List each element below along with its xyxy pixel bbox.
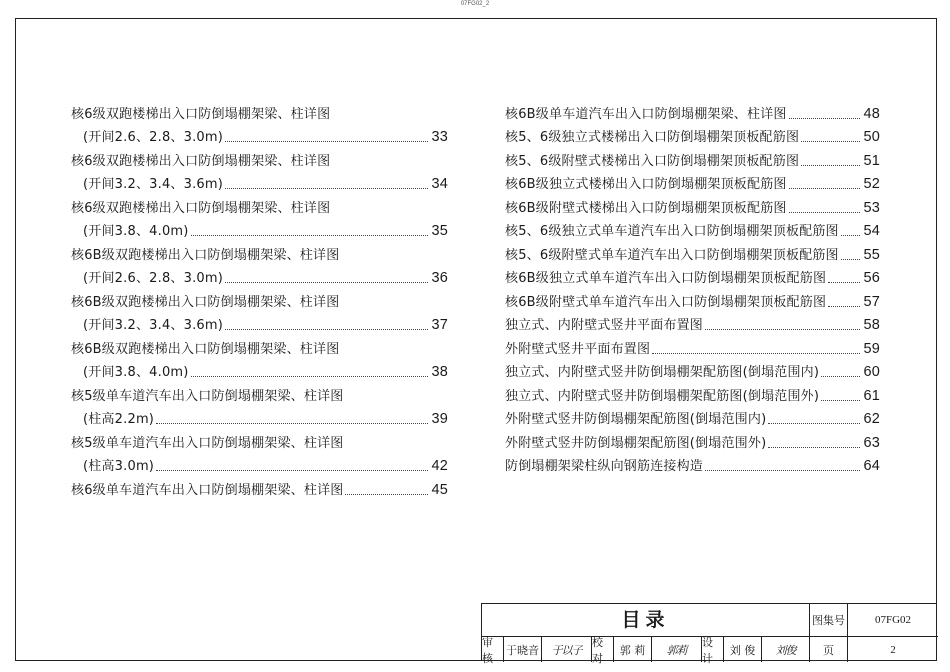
toc-page-number: 57 (863, 293, 880, 310)
dot-leader (768, 423, 860, 424)
toc-entry-title: 核5级单车道汽车出入口防倒塌棚架梁、柱详图 (71, 435, 344, 451)
designer-name: 刘 俊 (724, 637, 762, 662)
toc-page-number: 53 (863, 199, 880, 216)
toc-entry (71, 452, 448, 476)
toc-entry-title: 核5、6级独立式单车道汽车出入口防倒塌棚架顶板配筋图 (505, 224, 839, 239)
toc-entry-title: 核5、6级附壁式楼梯出入口防倒塌棚架顶板配筋图 (505, 153, 800, 169)
dot-leader (789, 118, 860, 119)
toc-page-number: 42 (431, 458, 448, 474)
toc-page-number: 55 (863, 246, 880, 263)
toc-page-number: 36 (431, 270, 448, 286)
toc-page-number: 63 (863, 434, 880, 451)
dot-leader (705, 470, 860, 471)
toc-entry-title: (开间3.2、3.4、3.6m) (83, 318, 224, 333)
toc-page-number: 64 (863, 458, 880, 474)
toc-entry-title: (开间3.8、4.0m) (83, 224, 189, 239)
dot-leader (156, 423, 428, 424)
toc-entry (71, 264, 448, 288)
toc-page-number: 39 (431, 411, 448, 427)
toc-entry (505, 334, 880, 358)
dot-leader (345, 494, 428, 495)
toc-entry (505, 311, 880, 335)
page-number: 2 (890, 643, 896, 656)
dot-leader (789, 212, 860, 213)
header-code: 07FG02_2 (460, 1, 490, 7)
toc-entry-title: 核6级双跑楼梯出入口防倒塌棚架梁、柱详图 (71, 200, 331, 216)
toc-entry (71, 358, 448, 382)
toc-entry (505, 452, 880, 476)
dot-leader (225, 141, 428, 142)
toc-entry (71, 405, 448, 429)
reviewer-signature: 于以子 (542, 637, 592, 662)
toc-page-number: 54 (863, 223, 880, 239)
signature-row (482, 635, 938, 665)
dot-leader (801, 165, 860, 166)
toc-entry (71, 170, 448, 194)
dot-leader (828, 282, 860, 283)
reviewer-name: 于晓音 (504, 637, 542, 662)
toc-entry (71, 428, 448, 452)
toc-entry-title: (开间2.6、2.8、3.0m) (83, 271, 224, 286)
dot-leader (768, 447, 860, 448)
dot-leader (225, 329, 428, 330)
toc-entry-title: 防倒塌棚架梁柱纵向钢筋连接构造 (505, 459, 704, 474)
toc-entry (71, 381, 448, 405)
toc-entry (505, 99, 880, 123)
checker-name: 郭 莉 (614, 637, 652, 662)
toc-page-number: 58 (863, 317, 880, 333)
atlas-label: 图集号 (810, 604, 848, 637)
toc-entry-title: (开间3.8、4.0m) (83, 365, 189, 380)
toc-entry (71, 99, 448, 123)
toc-entry-title: 核6B级单车道汽车出入口防倒塌棚架梁、柱详图 (505, 106, 787, 122)
toc-entry (505, 428, 880, 452)
toc-entry-title: 核6级单车道汽车出入口防倒塌棚架梁、柱详图 (71, 482, 344, 498)
toc-entry-title: 核6B级附壁式楼梯出入口防倒塌棚架顶板配筋图 (505, 200, 787, 216)
toc-entry (71, 146, 448, 170)
toc-page-number: 51 (863, 152, 880, 169)
dot-leader (841, 259, 860, 260)
toc-left-column (71, 99, 448, 499)
toc-entry (71, 334, 448, 358)
toc-page-number: 59 (863, 340, 880, 357)
toc-entry-title: 独立式、内附壁式竖井防倒塌棚架配筋图(倒塌范围外) (505, 388, 820, 404)
toc-entry-title: 核6B级独立式单车道汽车出入口防倒塌棚架顶板配筋图 (505, 271, 827, 286)
toc-entry (505, 287, 880, 311)
toc-entry-title: 核5级单车道汽车出入口防倒塌棚架梁、柱详图 (71, 388, 344, 404)
dot-leader (705, 329, 860, 330)
toc-page-number: 50 (863, 129, 880, 145)
atlas-number: 07FG02 (848, 604, 938, 637)
toc-entry (71, 193, 448, 217)
toc-page-number: 35 (431, 223, 448, 239)
toc-page-number: 56 (863, 270, 880, 286)
toc-entry (505, 123, 880, 147)
toc-entry-title: 核6B级独立式楼梯出入口防倒塌棚架顶板配筋图 (505, 177, 787, 192)
dot-leader (191, 235, 428, 236)
dot-leader (156, 470, 428, 471)
check-label: 校对 (592, 637, 614, 662)
toc-entry-title: (开间2.6、2.8、3.0m) (83, 130, 224, 145)
toc-page-number: 38 (431, 364, 448, 380)
toc-entry (505, 381, 880, 405)
toc-entry (505, 405, 880, 429)
toc-entry (505, 264, 880, 288)
toc-entry-title: 核6B级附壁式单车道汽车出入口防倒塌棚架顶板配筋图 (505, 294, 827, 310)
drawing-title: 目录 (482, 604, 810, 637)
dot-leader (821, 376, 860, 377)
toc-page-number: 61 (863, 387, 880, 404)
dot-leader (789, 188, 860, 189)
toc-page-number: 52 (863, 176, 880, 192)
toc-entry (505, 193, 880, 217)
designer-signature: 刘俊 (762, 637, 810, 662)
toc-page-number: 45 (431, 481, 448, 498)
review-label: 审核 (482, 637, 504, 662)
dot-leader (225, 188, 428, 189)
toc-entry (505, 217, 880, 241)
toc-page-number: 62 (863, 411, 880, 427)
toc-entry (505, 146, 880, 170)
dot-leader (828, 306, 860, 307)
toc-entry (71, 475, 448, 499)
toc-entry-title: 核6B级双跑楼梯出入口防倒塌棚架梁、柱详图 (71, 341, 340, 357)
toc-page-number: 60 (863, 364, 880, 380)
toc-page-number: 34 (431, 176, 448, 192)
toc-entry-title: 核5、6级独立式楼梯出入口防倒塌棚架顶板配筋图 (505, 130, 800, 145)
toc-entry-title: 外附壁式竖井防倒塌棚架配筋图(倒塌范围内) (505, 412, 767, 427)
toc-entry-title: 核6级双跑楼梯出入口防倒塌棚架梁、柱详图 (71, 106, 331, 122)
toc-entry-title: 核6B级双跑楼梯出入口防倒塌棚架梁、柱详图 (71, 294, 340, 310)
toc-entry-title: 核6级双跑楼梯出入口防倒塌棚架梁、柱详图 (71, 153, 331, 169)
toc-entry-title: 外附壁式竖井防倒塌棚架配筋图(倒塌范围外) (505, 435, 767, 451)
toc-entry (71, 311, 448, 335)
checker-signature: 郭莉 (652, 637, 702, 662)
toc-right-column (505, 99, 880, 475)
page-label: 页 (810, 637, 848, 662)
dot-leader (225, 282, 428, 283)
dot-leader (191, 376, 428, 377)
dot-leader (821, 400, 860, 401)
toc-entry (505, 240, 880, 264)
dot-leader (652, 353, 860, 354)
title-block (481, 603, 937, 665)
toc-entry (71, 123, 448, 147)
toc-entry (71, 217, 448, 241)
design-label: 设计 (702, 637, 724, 662)
toc-entry (71, 240, 448, 264)
dot-leader (801, 141, 860, 142)
dot-leader (841, 235, 860, 236)
toc-entry-title: 外附壁式竖井平面布置图 (505, 341, 651, 357)
toc-entry-title: (开间3.2、3.4、3.6m) (83, 177, 224, 192)
toc-page-number: 37 (431, 317, 448, 333)
toc-page-number: 33 (431, 129, 448, 145)
toc-entry (505, 170, 880, 194)
toc-entry (71, 287, 448, 311)
toc-page-number: 48 (863, 105, 880, 122)
toc-entry-title: 独立式、内附壁式竖井平面布置图 (505, 318, 704, 333)
toc-entry (505, 358, 880, 382)
toc-entry-title: 独立式、内附壁式竖井防倒塌棚架配筋图(倒塌范围内) (505, 365, 820, 380)
toc-entry-title: (柱高3.0m) (83, 459, 155, 474)
toc-entry-title: 核5、6级附壁式单车道汽车出入口防倒塌棚架顶板配筋图 (505, 247, 839, 263)
toc-entry-title: 核6B级双跑楼梯出入口防倒塌棚架梁、柱详图 (71, 247, 340, 263)
toc-entry-title: (柱高2.2m) (83, 412, 155, 427)
